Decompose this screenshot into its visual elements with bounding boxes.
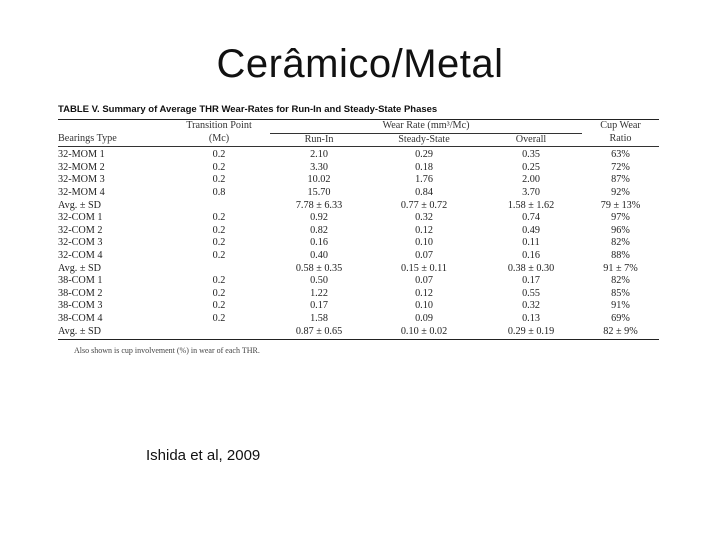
table-header-row-bottom: [58, 133, 659, 147]
table-body: [58, 147, 659, 340]
table-row: [58, 300, 659, 313]
cell-overall: 0.25: [522, 161, 540, 173]
header-cup-wear: Cup Wear: [600, 120, 641, 132]
cell-cup-wear-ratio: 85%: [611, 287, 630, 299]
header-steady-state: Steady-State: [368, 133, 480, 147]
cell-transition-point: [168, 263, 270, 276]
cell-overall: 0.74: [522, 212, 540, 224]
cell-bearing-type: 32-MOM 3: [58, 174, 105, 186]
header-wear-rate-group: Wear Rate (mm³/Mc): [270, 120, 582, 133]
cell-cup-wear-ratio: 87%: [611, 174, 630, 186]
cell-transition-point: [168, 200, 270, 213]
cell-transition-point: 0.8: [212, 186, 226, 198]
cell-steady-state: 0.15 ± 0.11: [401, 262, 447, 274]
cell-cup-wear-ratio: 82%: [611, 237, 630, 249]
wear-rate-table-figure: [58, 104, 659, 355]
table-row: [58, 250, 659, 263]
cell-overall: 0.32: [522, 300, 540, 312]
cell-overall: 0.29 ± 0.19: [480, 326, 582, 340]
cell-overall: 0.13: [522, 312, 540, 324]
cell-bearing-type: Avg. ± SD: [58, 262, 102, 274]
cell-overall: 1.58 ± 1.62: [507, 199, 555, 211]
cell-transition-point: 0.2: [212, 224, 226, 236]
cell-bearing-type: 38-COM 1: [58, 275, 103, 287]
cell-cup-wear-ratio: 88%: [611, 249, 630, 261]
cell-steady-state: 0.09: [415, 312, 433, 324]
header-overall: Overall: [480, 133, 582, 147]
table-row: [58, 275, 659, 288]
slide-title: Cerâmico/Metal: [216, 42, 504, 86]
cell-run-in: 0.50: [310, 275, 328, 287]
cell-steady-state: 0.12: [415, 287, 433, 299]
cell-run-in: 0.17: [310, 300, 328, 312]
cell-steady-state: 0.10 ± 0.02: [368, 326, 480, 340]
citation: Ishida et al, 2009: [146, 447, 261, 464]
cell-run-in: 7.78 ± 6.33: [295, 199, 343, 211]
cell-run-in: 1.22: [310, 287, 328, 299]
cell-steady-state: 0.07: [415, 249, 433, 261]
cell-run-in: 0.16: [310, 237, 328, 249]
cell-transition-point: 0.2: [212, 212, 226, 224]
header-run-in: Run-In: [270, 133, 368, 147]
cell-steady-state: 0.07: [415, 275, 433, 287]
table-caption: TABLE V. Summary of Average THR Wear-Rates for Run-In and Steady-State Phases: [58, 104, 659, 120]
cell-steady-state: 0.29: [415, 149, 433, 161]
cell-overall: 0.49: [522, 224, 540, 236]
cell-bearing-type: 38-COM 2: [58, 287, 103, 299]
cell-overall: 0.35: [522, 149, 540, 161]
table-footnote: Also shown is cup involvement (%) in wear of each THR.: [74, 346, 260, 356]
cell-steady-state: 0.77 ± 0.72: [400, 199, 448, 211]
cell-bearing-type: Avg. ± SD: [58, 199, 102, 211]
header-transition-unit: (Mc): [168, 133, 270, 147]
cell-cup-wear-ratio: 69%: [611, 312, 630, 324]
cell-run-in: 0.82: [310, 224, 328, 236]
cell-steady-state: 0.12: [415, 224, 433, 236]
cell-transition-point: 0.2: [212, 287, 226, 299]
cell-bearing-type: 32-COM 3: [58, 237, 103, 249]
cell-bearing-type: Avg. ± SD: [58, 326, 168, 340]
table-row: [58, 174, 659, 187]
cell-cup-wear-ratio: 63%: [611, 149, 630, 161]
cell-cup-wear-ratio: 79 ± 13%: [600, 199, 641, 211]
cell-run-in: 0.87 ± 0.65: [270, 326, 368, 340]
cell-steady-state: 0.84: [415, 186, 433, 198]
table-row: [58, 263, 659, 276]
cell-steady-state: 0.32: [415, 212, 433, 224]
cell-transition-point: 0.2: [212, 249, 226, 261]
cell-bearing-type: 38-COM 3: [58, 300, 103, 312]
header-bearings-type: Bearings Type: [58, 133, 168, 147]
table-row: [58, 162, 659, 175]
cell-cup-wear-ratio: 96%: [611, 224, 630, 236]
cell-run-in: 0.58 ± 0.35: [295, 262, 343, 274]
cell-transition-point: [168, 326, 270, 340]
cell-run-in: 0.92: [310, 212, 328, 224]
cell-run-in: 15.70: [307, 186, 331, 198]
cell-overall: 0.17: [522, 275, 540, 287]
cell-steady-state: 1.76: [415, 174, 433, 186]
cell-transition-point: 0.2: [212, 312, 226, 324]
cell-transition-point: 0.2: [212, 300, 226, 312]
cell-cup-wear-ratio: 91 ± 7%: [603, 262, 638, 274]
cell-cup-wear-ratio: 82%: [611, 275, 630, 287]
cell-transition-point: 0.2: [212, 149, 226, 161]
table-header-row-top: [58, 120, 659, 133]
cell-overall: 0.55: [522, 287, 540, 299]
cell-bearing-type: 38-COM 4: [58, 312, 103, 324]
table-row: [58, 200, 659, 213]
header-transition-point: Transition Point: [186, 120, 252, 132]
table-row: [58, 212, 659, 225]
cell-transition-point: 0.2: [212, 161, 226, 173]
table-row: [58, 326, 659, 340]
cell-transition-point: 0.2: [212, 237, 226, 249]
cell-overall: 0.38 ± 0.30: [507, 262, 555, 274]
cell-run-in: 10.02: [307, 174, 331, 186]
cell-cup-wear-ratio: 92%: [611, 186, 630, 198]
cell-cup-wear-ratio: 82 ± 9%: [582, 326, 659, 340]
table-row: [58, 147, 659, 162]
cell-overall: 0.16: [522, 249, 540, 261]
header-empty: [58, 120, 168, 133]
cell-run-in: 2.10: [310, 149, 328, 161]
table-row: [58, 187, 659, 200]
cell-bearing-type: 32-MOM 1: [58, 149, 105, 161]
cell-overall: 0.11: [522, 237, 540, 249]
cell-transition-point: 0.2: [212, 275, 226, 287]
cell-cup-wear-ratio: 97%: [611, 212, 630, 224]
cell-transition-point: 0.2: [212, 174, 226, 186]
cell-cup-wear-ratio: 72%: [611, 161, 630, 173]
cell-steady-state: 0.10: [415, 300, 433, 312]
table-row: [58, 225, 659, 238]
cell-bearing-type: 32-MOM 2: [58, 161, 105, 173]
cell-run-in: 0.40: [310, 249, 328, 261]
cell-run-in: 1.58: [310, 312, 328, 324]
cell-cup-wear-ratio: 91%: [611, 300, 630, 312]
cell-bearing-type: 32-COM 4: [58, 249, 103, 261]
header-ratio: Ratio: [582, 133, 659, 147]
cell-bearing-type: 32-COM 1: [58, 212, 103, 224]
cell-run-in: 3.30: [310, 161, 328, 173]
table-row: [58, 237, 659, 250]
table-row: [58, 313, 659, 326]
cell-overall: 3.70: [522, 186, 540, 198]
wear-rate-table: [58, 120, 659, 340]
cell-steady-state: 0.10: [415, 237, 433, 249]
table-row: [58, 288, 659, 301]
cell-steady-state: 0.18: [415, 161, 433, 173]
cell-bearing-type: 32-MOM 4: [58, 186, 105, 198]
cell-overall: 2.00: [522, 174, 540, 186]
cell-bearing-type: 32-COM 2: [58, 224, 103, 236]
